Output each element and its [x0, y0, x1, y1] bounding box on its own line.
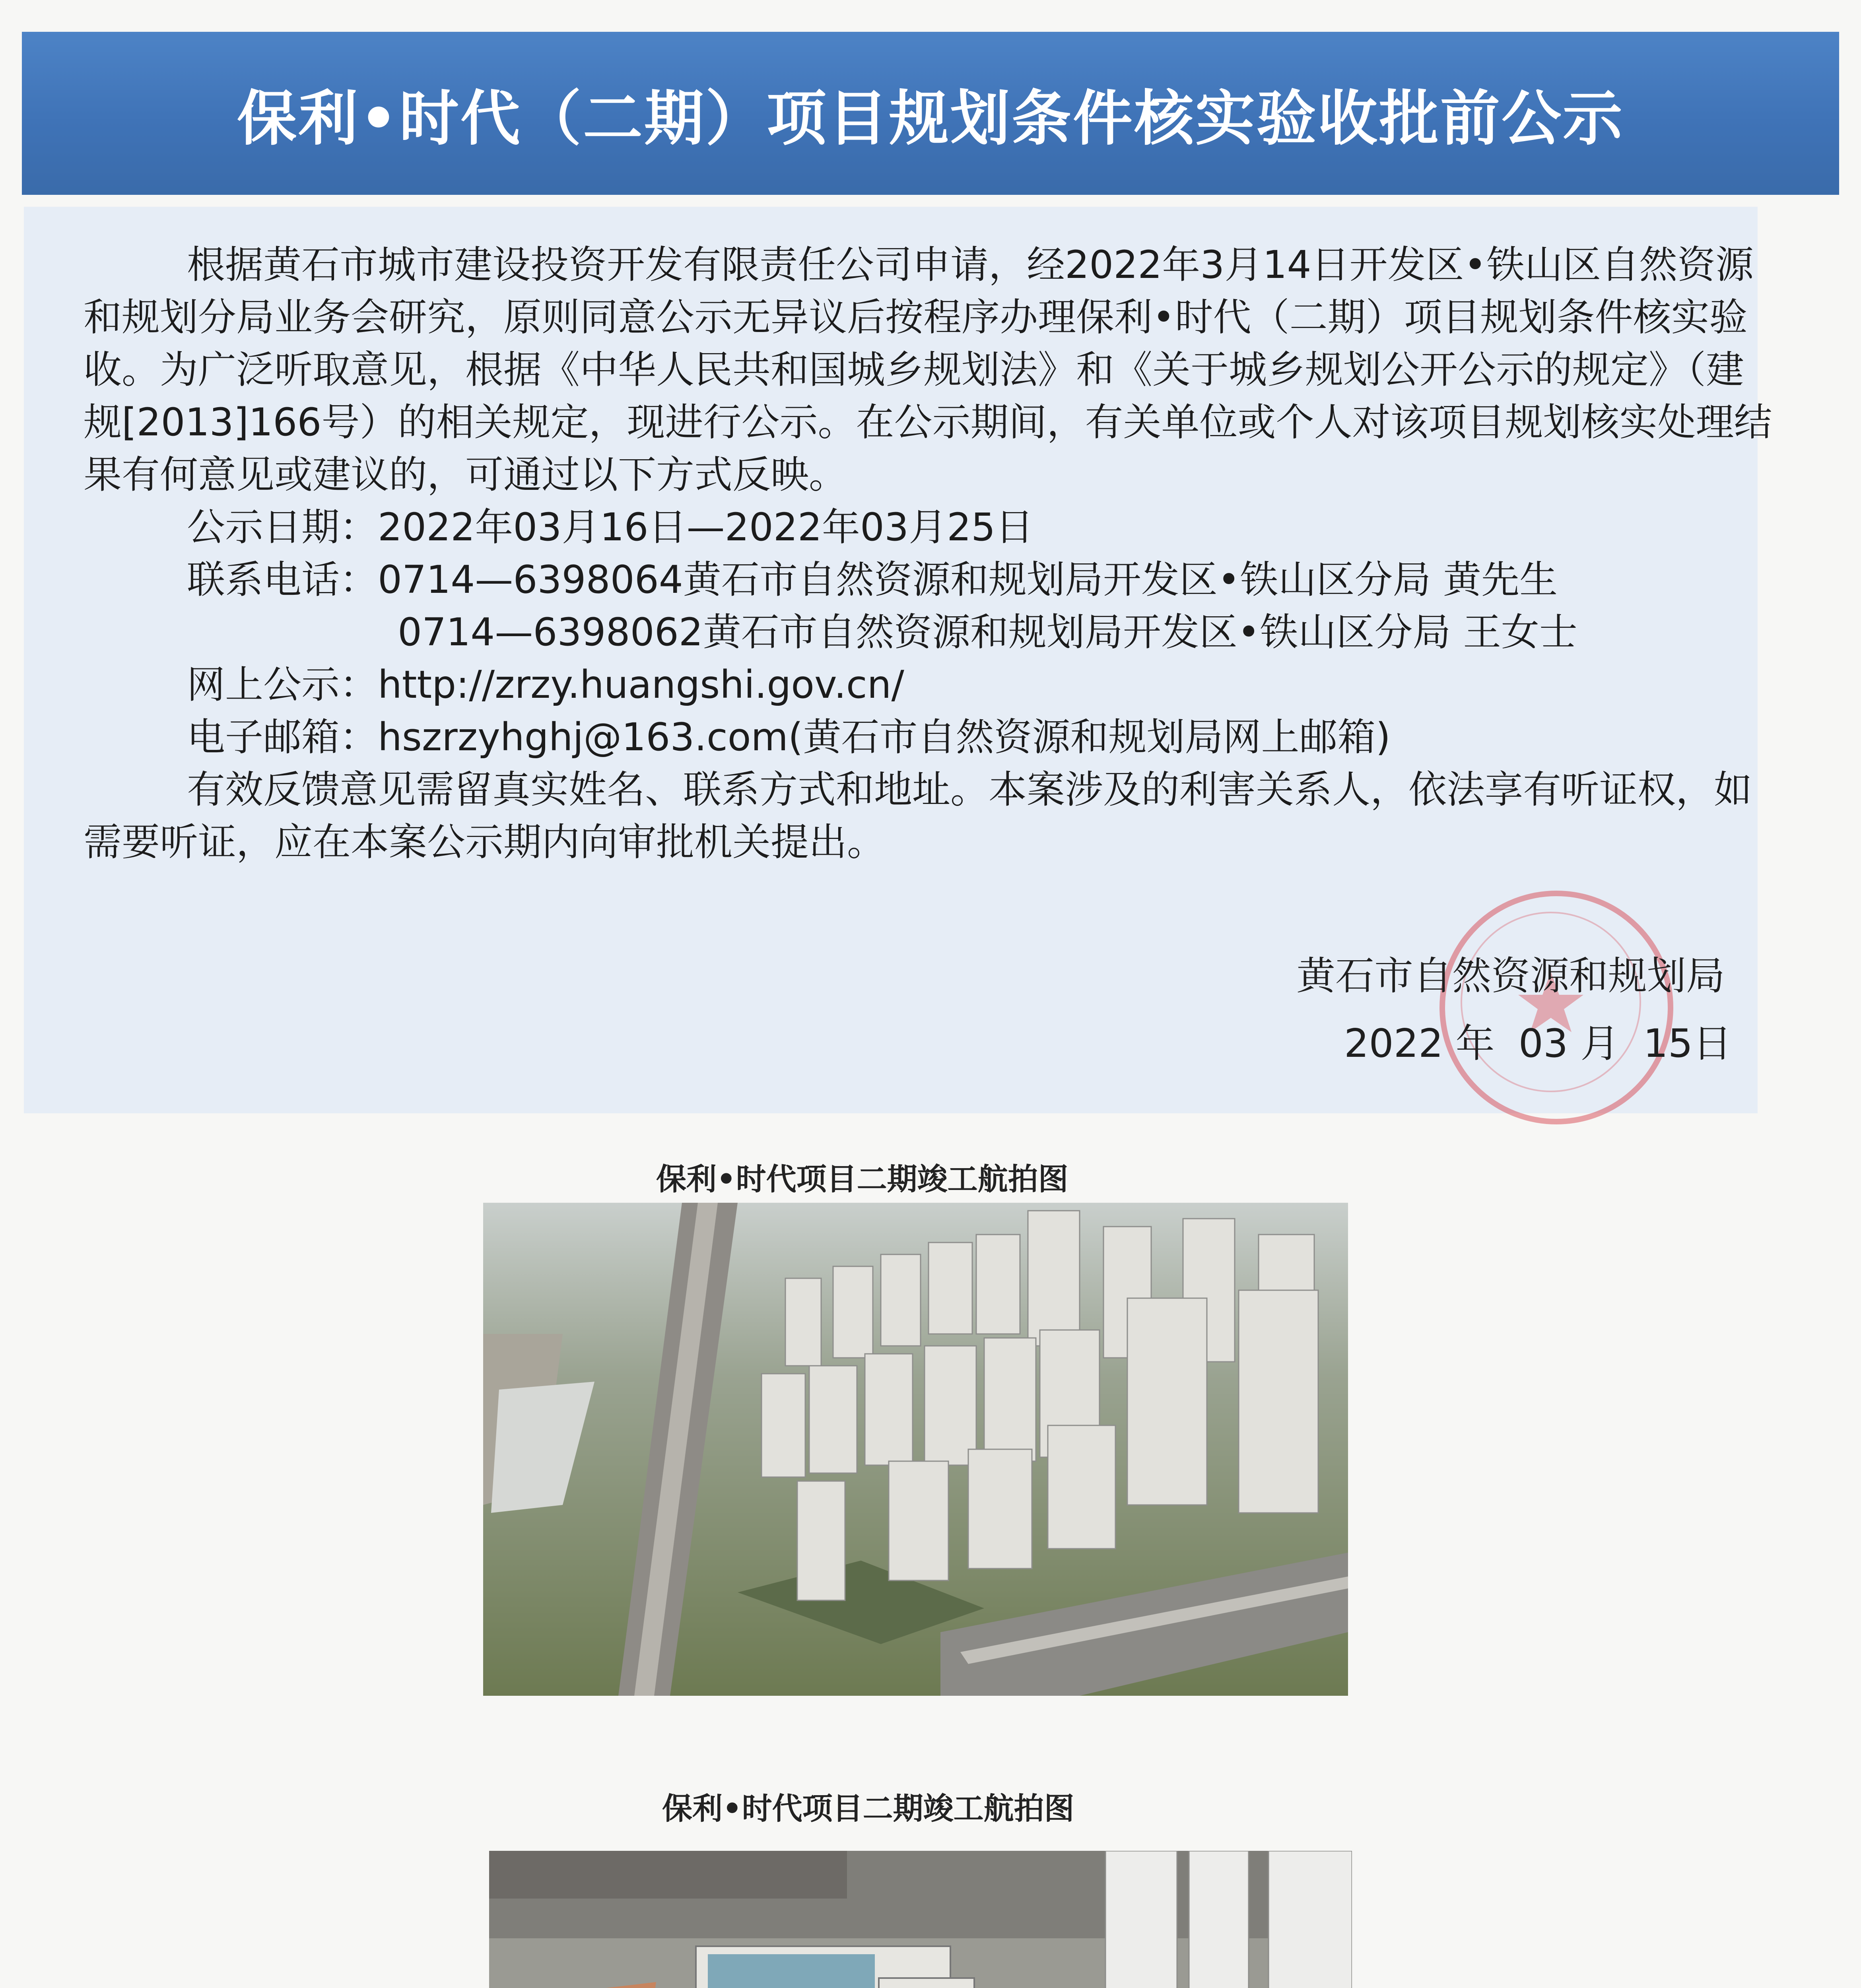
- photo-caption-2: 保利•时代项目二期竣工航拍图: [662, 1791, 1074, 1826]
- website-link[interactable]: http://zrzy.huangshi.gov.cn/: [378, 662, 904, 707]
- email-label: 电子邮箱：: [187, 715, 378, 759]
- email-row: [84, 711, 1777, 763]
- contact-line-1: 0714—6398064黄石市自然资源和规划局开发区•铁山区分局 黄先生: [378, 557, 1558, 602]
- signature-month: 03 月: [1518, 1021, 1620, 1066]
- contact-label: 联系电话：: [187, 557, 378, 602]
- contact-row-2: [84, 606, 1777, 658]
- website-row: [84, 658, 1777, 711]
- website-label: 网上公示：: [187, 662, 378, 707]
- contact-line-2: 0714—6398062黄石市自然资源和规划局开发区•铁山区分局 王女士: [398, 610, 1577, 654]
- notice-date-row: [84, 501, 1777, 553]
- page-title: 保利•时代（二期）项目规划条件核实验收批前公示: [237, 84, 1624, 153]
- signature-year: 2022 年: [1344, 1021, 1495, 1066]
- signature-org: 黄石市自然资源和规划局: [1296, 953, 1725, 999]
- signature-date: [1296, 1010, 1732, 1077]
- aerial-photo-2: [489, 1851, 1352, 1988]
- notice-paragraph-2: 有效反馈意见需留真实姓名、联系方式和地址。本案涉及的利害关系人，依法享有听证权，如需要听证，应在本案公示期内向审批机关提出。: [84, 767, 1752, 864]
- notice-paragraph-1: 根据黄石市城市建设投资开发有限责任公司申请，经2022年3月14日开发区•铁山区自然资源和规划分局业务会研究，原则同意公示无异议后按程序办理保利•时代（二期）项目规划条件核实验收。为广泛听取意见，根据《中华人民共和国城乡规划法》和《关于城乡规划公开公示的规定》（建规[2013]166号）的相关规定，现进行公示。在公示期间，有关单位或个人对该项目规划核实处理结果有何意见或建议的，可通过以下方式反映。: [84, 243, 1772, 497]
- title-banner: [22, 32, 1839, 195]
- photo-caption-1: 保利•时代项目二期竣工航拍图: [656, 1161, 1068, 1197]
- signature-day: 15日: [1643, 1021, 1732, 1066]
- notice-date-label: 公示日期：: [187, 505, 378, 549]
- notice-body: [84, 239, 1777, 868]
- signature-block: [1296, 942, 1732, 1077]
- aerial-photo-1: [483, 1203, 1348, 1696]
- email-link[interactable]: hszrzyhghj@163.com(黄石市自然资源和规划局网上邮箱): [378, 715, 1391, 759]
- contact-row-1: [84, 553, 1777, 606]
- notice-date-value: 2022年03月16日—2022年03月25日: [378, 505, 1034, 549]
